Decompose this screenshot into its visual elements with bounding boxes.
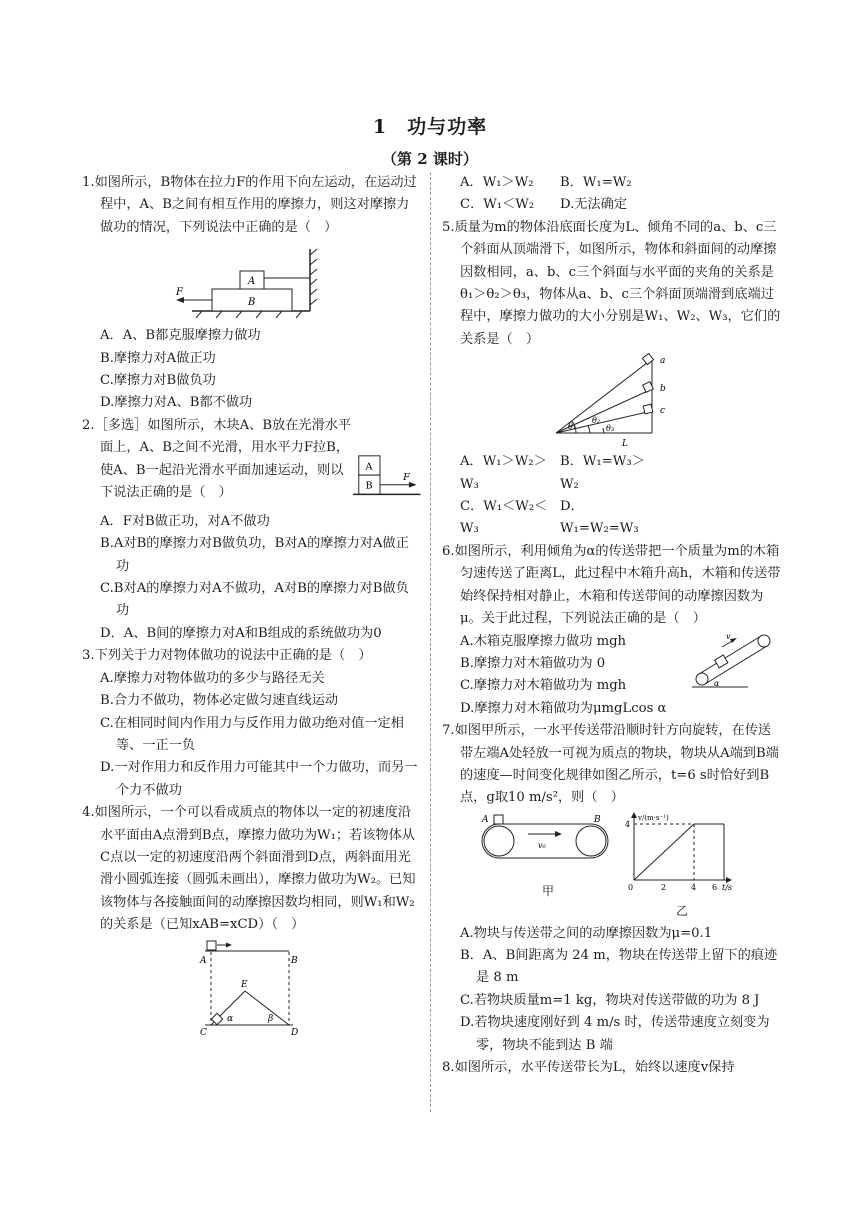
question-2-option-b: B.A对B的摩擦力对B做负功，B对A的摩擦力对A做正功 (100, 536, 409, 574)
right-column (442, 172, 784, 1079)
question-7-figure-a (478, 810, 618, 872)
label-v0: v₀ (538, 840, 546, 850)
label-alpha: α (227, 1013, 234, 1024)
xtick-0: 0 (628, 882, 634, 892)
label-v: v (726, 631, 731, 641)
question-6-option-a: A.木箱克服摩擦力做功 mgh (460, 633, 627, 649)
question-3-option-c: C.在相同时间内作用力与反作用力做功绝对值一定相等、一正一负 (100, 715, 404, 753)
question-5-options-row-1 (442, 451, 784, 496)
label-theta1: θ₁ (568, 422, 577, 432)
question-1-option-a: A．A、B都克服摩擦力做功 (100, 328, 261, 344)
question-2-figure (353, 445, 422, 511)
question-5-options-row-2 (442, 496, 784, 541)
question-7-figure-b (622, 810, 742, 892)
page-title: 1 功与功率 (372, 116, 488, 138)
xtick-6: 6 (712, 882, 718, 892)
question-3-option-a: A.摩擦力对物体做功的多少与路径无关 (100, 670, 325, 686)
label-A: A (482, 814, 489, 825)
label-B: B (594, 814, 601, 825)
question-7-figures (442, 810, 784, 923)
label-D: D (291, 1027, 299, 1037)
question-5-option-c: C．W₁＜W₂＜W₃ (460, 499, 548, 537)
label-theta2: θ₂ (592, 416, 601, 426)
question-6-stem: 6.如图所示，利用倾角为α的传送带把一个质量为m的木箱匀速传送了距离L，此过程中木箱升高h，木箱和传送带始终保持相对静止，木箱和传送带间的动摩擦因数为μ。关于此过程，下列说法正确的是（ ） (442, 543, 781, 627)
question-4-options-row-1 (442, 172, 784, 194)
question-7-option-b: B．A、B间距离为 24 m，物块在传送带上留下的痕迹是 8 m (460, 947, 778, 986)
label-C: C (200, 1027, 207, 1037)
question-4-option-a: A．W₁＞W₂ (460, 175, 534, 190)
question-4-option-c: C．W₁＜W₂ (460, 197, 535, 213)
question-1-option-b: B.摩擦力对A做正功 (100, 350, 216, 366)
left-column (82, 172, 422, 1039)
question-6-options-block (442, 631, 784, 721)
question-6-options (442, 631, 688, 721)
question-7-option-a: A.物块与传送带之间的动摩擦因数为μ=0.1 (460, 925, 713, 941)
question-6-figure (688, 631, 778, 693)
page-subtitle: （第 2 课时） (382, 150, 478, 168)
question-6-option-d: D.摩擦力对木箱做功为μmgLcos α (460, 700, 667, 716)
question-6-option-b: B.摩擦力对木箱做功为 0 (460, 655, 606, 671)
question-6-option-c: C.摩擦力对木箱做功为 mgh (460, 678, 627, 694)
question-5-option-d: D．W₁=W₂=W₃ (560, 499, 639, 537)
question-4-options-row-2 (442, 194, 784, 216)
question-5-option-a: A．W₁＞W₂＞W₃ (460, 454, 547, 492)
label-E: E (241, 979, 248, 990)
question-4-option-b: B．W₁=W₂ (560, 175, 632, 190)
question-8-stem: 8.如图所示，水平传送带长为L，始终以速度v保持 (442, 1060, 735, 1075)
question-7-figure-b-wrap (622, 810, 742, 923)
label-alpha: α (714, 678, 720, 688)
label-a: a (660, 356, 666, 367)
xtick-2: 2 (661, 882, 667, 892)
question-7-stem: 7.如图甲所示，一水平传送带沿顺时针方向旋转，在传送带左端A处轻放一可视为质点的物块，物块从A端到B端的速度—时间变化规律如图乙所示，t=6 s时恰好到B点，g取10 m/s²，则（ ） (442, 723, 779, 806)
label-theta3: θ₃ (606, 424, 615, 434)
question-1-figure (172, 241, 332, 323)
question-2-option-c: C.B对A的摩擦力对A不做功，A对B的摩擦力对B做负功 (100, 581, 409, 619)
label-A: A (248, 276, 256, 288)
label-L: L (622, 439, 628, 450)
ytick-4: 4 (625, 819, 631, 829)
label-beta: β (268, 1013, 274, 1024)
label-F: F (402, 471, 410, 483)
label-c: c (660, 406, 666, 417)
question-3-option-b: B.合力不做功，物体必定做匀速直线运动 (100, 693, 339, 709)
xtick-4: 4 (691, 882, 697, 892)
question-2-option-d: D．A、B间的摩擦力对A和B组成的系统做功为0 (100, 625, 382, 641)
label-F: F (176, 287, 183, 299)
figure-a-caption: 甲 (541, 884, 554, 899)
label-B: B (365, 480, 373, 492)
question-7-figure-a-wrap (478, 810, 618, 903)
question-4-figure (197, 939, 307, 1037)
question-7-option-d: D.若物块速度刚好到 4 m/s 时，传送带速度立刻变为零，物块不能到达 B 端 (460, 1015, 770, 1053)
question-1-option-d: D.摩擦力对A、B都不做功 (100, 395, 253, 411)
question-3-option-d: D.一对作用力和反作用力可能其中一个力做功，而另一个力不做功 (100, 760, 418, 798)
axis-ylabel: v/(m·s⁻¹) (638, 813, 669, 822)
question-2-stem: 2.［多选］如图所示，木块A、B放在光滑水平面上，A、B之间不光滑，用水平力F拉B，使A、B一起沿光滑水平面加速运动，则以下说法正确的是（ ） (82, 417, 352, 501)
question-4-option-d: D.无法确定 (560, 197, 628, 213)
axis-xlabel: t/s (722, 882, 733, 892)
label-b: b (660, 384, 666, 395)
question-5-stem: 5.质量为m的物体沿底面长度为L、倾角不同的a、b、c三个斜面从顶端滑下，如图所示，物体和斜面间的动摩擦因数相同，a、b、c三个斜面与水平面的夹角的关系是θ₁＞θ₂＞θ₃，物体从a、b、c三个斜面顶端滑到底端过程中，摩擦力做功的大小分别是W₁、W₂、W₃，它们的关系是（ ） (442, 219, 781, 347)
label-A: A (365, 461, 373, 473)
column-divider (430, 172, 431, 1112)
question-1-stem: 1.如图所示，B物体在拉力F的作用下向左运动，在运动过程中，A、B之间有相互作用的摩擦力，则这对摩擦力做功的情况，下列说法中正确的是（ ） (82, 175, 417, 235)
question-2-option-a: A．F对B做正功，对A不做功 (100, 513, 270, 529)
question-3-stem: 3.下列关于力对物体做功的说法中正确的是（ ） (82, 648, 372, 664)
label-A: A (200, 955, 207, 966)
question-5-figure (548, 353, 678, 449)
label-B: B (291, 955, 298, 966)
question-5-option-b: B．W₁=W₃＞W₂ (560, 454, 645, 492)
question-7-option-c: C.若物块质量m=1 kg，物块对传送带做的功为 8 J (460, 992, 760, 1008)
question-4-stem: 4.如图所示，一个可以看成质点的物体以一定的初速度沿水平面由A点滑到B点，摩擦力做功为W₁；若该物体从C点以一定的初速度沿两个斜面滑到D点，两斜面用光滑小圆弧连接（圆弧未画出），摩擦力做功为W₂。已知该物体与各接触面间的动摩擦因数均相同，则W₁和W₂的关系是（已知xAB=xCD）（ ） (82, 805, 416, 933)
question-2-block (82, 415, 422, 511)
label-B: B (248, 297, 256, 309)
question-1-option-c: C.摩擦力对B做负功 (100, 373, 216, 389)
figure-b-caption: 乙 (675, 904, 688, 919)
